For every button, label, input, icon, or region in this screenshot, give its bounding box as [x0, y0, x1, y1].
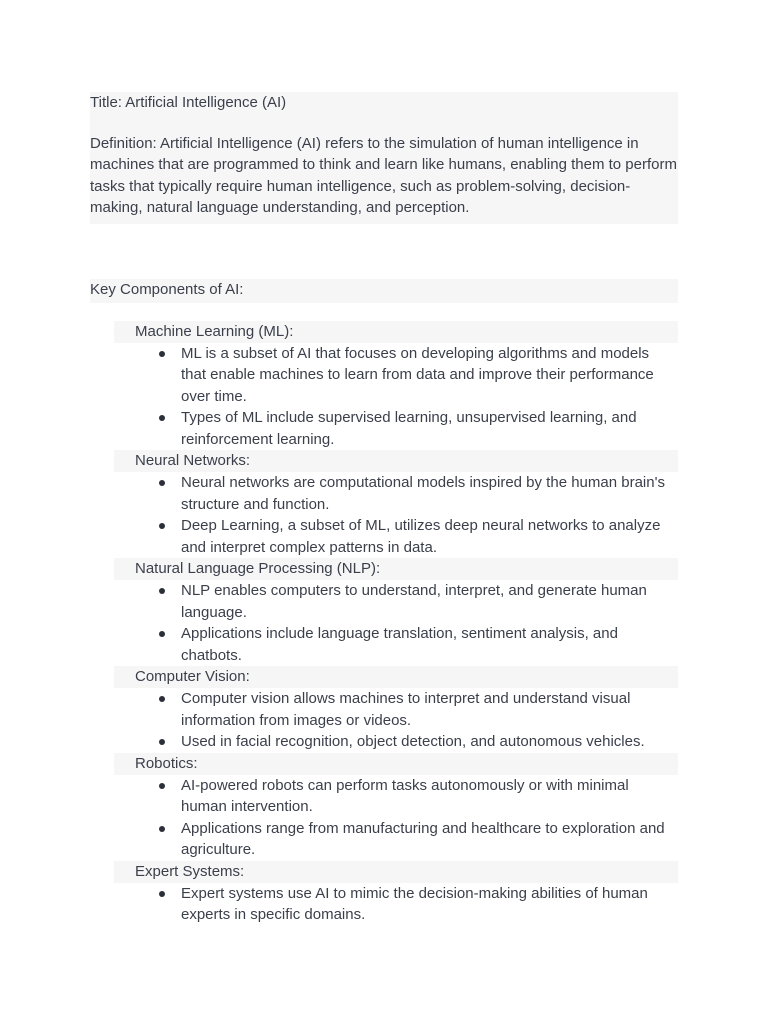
list-item: [114, 688, 678, 731]
component-heading: Expert Systems:: [114, 861, 678, 883]
bullet-list: [114, 883, 678, 926]
bullet-icon: [159, 588, 165, 594]
component-heading: Robotics:: [114, 753, 678, 775]
component-robotics: [114, 753, 678, 861]
bullet-text: ML is a subset of AI that focuses on developing algorithms and models that enable machines to learn from data and improve their performance over time.: [181, 344, 654, 405]
bullet-text: Applications range from manufacturing and healthcare to exploration and agriculture.: [181, 819, 665, 858]
list-item: [114, 343, 678, 408]
bullet-icon: [159, 891, 165, 897]
bullet-icon: [159, 415, 165, 421]
bullet-text: Used in facial recognition, object detection, and autonomous vehicles.: [181, 733, 645, 750]
key-components-heading: Key Components of AI:: [90, 279, 678, 303]
component-computer-vision: [114, 666, 678, 753]
component-heading: Computer Vision:: [114, 666, 678, 688]
bullet-text: Types of ML include supervised learning, unsupervised learning, and reinforcement learning.: [181, 409, 637, 448]
bullet-icon: [159, 739, 165, 745]
list-item: [114, 775, 678, 818]
bullet-text: Deep Learning, a subset of ML, utilizes deep neural networks to analyze and interpret complex patterns in data.: [181, 517, 661, 556]
definition-text: Definition: Artificial Intelligence (AI) refers to the simulation of human intelligence in machines that are programmed to think and learn like humans, enabling them to perform tasks that typically require human intelligence, such as problem-solving, decision-making, natural language understanding, and perception.: [90, 134, 677, 216]
component-nlp: [114, 558, 678, 666]
bullet-text: Computer vision allows machines to interpret and understand visual information from images or videos.: [181, 690, 631, 729]
bullet-icon: [159, 523, 165, 529]
bullet-text: Expert systems use AI to mimic the decision-making abilities of human experts in specific domains.: [181, 884, 648, 923]
document-title: Title: Artificial Intelligence (AI): [90, 94, 287, 111]
component-machine-learning: [114, 321, 678, 451]
component-neural-networks: [114, 450, 678, 558]
list-item: [114, 623, 678, 666]
list-item: [114, 731, 678, 753]
intro-section: [90, 92, 678, 224]
list-item: [114, 515, 678, 558]
bullet-icon: [159, 480, 165, 486]
bullet-icon: [159, 631, 165, 637]
list-item: [114, 472, 678, 515]
bullet-text: Applications include language translation, sentiment analysis, and chatbots.: [181, 625, 618, 664]
bullet-list: [114, 688, 678, 753]
component-heading: Machine Learning (ML):: [114, 321, 678, 343]
bullet-icon: [159, 783, 165, 789]
list-item: [114, 580, 678, 623]
bullet-icon: [159, 351, 165, 357]
bullet-list: [114, 580, 678, 666]
list-item: [114, 818, 678, 861]
bullet-text: AI-powered robots can perform tasks autonomously or with minimal human intervention.: [181, 776, 629, 815]
bullet-icon: [159, 826, 165, 832]
components-list: [114, 321, 678, 926]
bullet-text: Neural networks are computational models inspired by the human brain's structure and function.: [181, 474, 665, 513]
bullet-list: [114, 343, 678, 451]
component-heading: Natural Language Processing (NLP):: [114, 558, 678, 580]
list-item: [114, 407, 678, 450]
bullet-list: [114, 472, 678, 558]
list-item: [114, 883, 678, 926]
bullet-list: [114, 775, 678, 861]
bullet-text: NLP enables computers to understand, interpret, and generate human language.: [181, 582, 647, 621]
component-heading: Neural Networks:: [114, 450, 678, 472]
component-expert-systems: [114, 861, 678, 926]
document-page: [90, 92, 678, 926]
bullet-icon: [159, 696, 165, 702]
